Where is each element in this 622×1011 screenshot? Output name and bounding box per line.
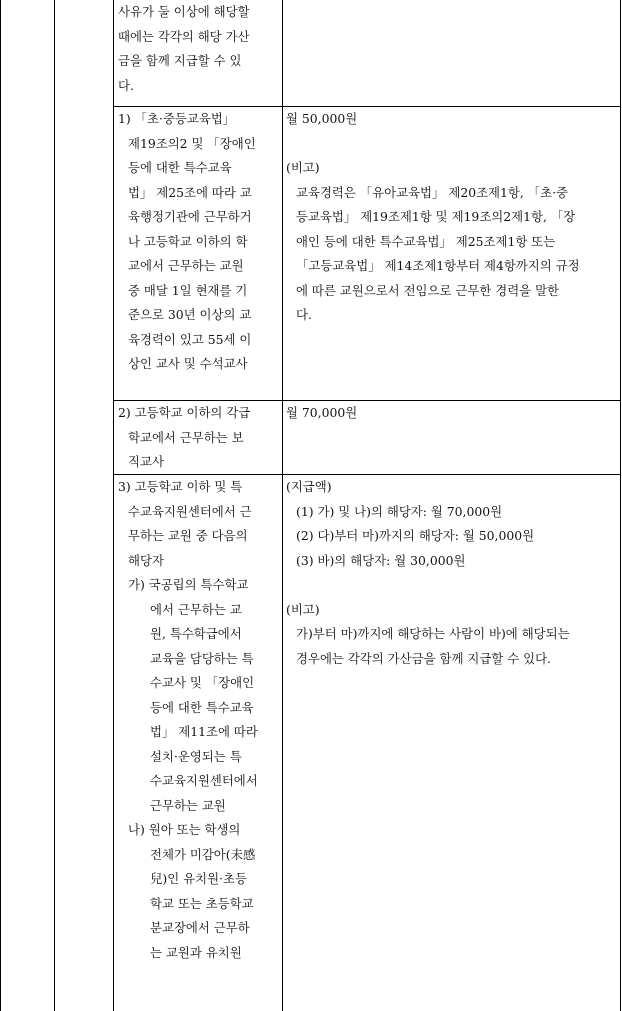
- table-border-right: [620, 0, 621, 1011]
- text-line: 법」 제25조에 따라 교: [128, 184, 252, 200]
- text-line: 준으로 30년 이상의 교: [128, 307, 252, 322]
- text-line: 금을 함께 지급할 수 있: [118, 53, 242, 68]
- text-line: 다.: [118, 77, 134, 93]
- text-line: 중 매달 1일 현재를 기: [128, 282, 248, 298]
- text-line: 교육경력은 「유아교육법」 제20조제1항, 「초·중: [296, 184, 569, 200]
- text-line: 수교사 및 「장애인: [150, 675, 255, 690]
- text-line: 때에는 각각의 해당 가산: [118, 28, 250, 44]
- text-line: 근무하는 교원: [150, 797, 226, 813]
- column-divider-1: [54, 0, 55, 1011]
- row2-amount-text: [286, 107, 616, 328]
- text-line: 다.: [296, 307, 312, 322]
- text-line: 등에 대한 특수교육: [150, 699, 254, 715]
- text-line: 가)부터 마)까지에 해당하는 사람이 바)에 해당되는: [296, 626, 570, 641]
- column-divider-2: [113, 0, 114, 1011]
- text-line: 직교사: [128, 454, 164, 469]
- text-line: 2) 고등학교 이하의 각급: [118, 405, 251, 420]
- text-line: 「고등교육법」 제14조제1항부터 제4항까지의 규정: [296, 258, 580, 273]
- text-line: 학교 또는 초등학교: [150, 895, 254, 911]
- text-line: 제19조의2 및 「장애인: [128, 135, 256, 151]
- text-line: 수교육지원센터에서: [150, 773, 258, 788]
- row4-amount-text: [286, 475, 616, 671]
- text-line: 는 교원과 유치원: [150, 944, 242, 960]
- text-line: 교육을 담당하는 특: [150, 650, 254, 666]
- text-line: 에 따른 교원으로서 전임으로 근무한 경력을 말한: [296, 282, 560, 298]
- text-line: 나 고등학교 이하의 학: [128, 233, 248, 249]
- text-line: 3) 고등학교 이하 및 특: [118, 479, 243, 494]
- amount-line: (1) 가) 및 나)의 해당자: 월 70,000원: [296, 503, 503, 519]
- text-line: 육행정기관에 근무하거: [128, 209, 252, 224]
- column-divider-3: [282, 0, 283, 1011]
- sub-item-heading: 나) 원아 또는 학생의: [128, 822, 241, 837]
- text-line: 애인 등에 대한 특수교육법」 제25조제1항 또는: [296, 233, 556, 249]
- amount: 월 70,000원: [286, 405, 358, 420]
- text-line: 등에 대한 특수교육: [128, 160, 232, 175]
- blank-line: [286, 573, 616, 598]
- sub-item-heading: 가) 국공립의 특수학교: [128, 577, 249, 592]
- row3-amount-text: [286, 401, 616, 426]
- text-line: 분교장에서 근무하: [150, 920, 250, 935]
- text-line: 등교육법」 제19조제1항 및 제19조의2제1항, 「장: [296, 209, 576, 224]
- text-line: 육경력이 있고 55세 이: [128, 331, 252, 347]
- amount-line: (2) 다)부터 마)까지의 해당자: 월 50,000원: [296, 528, 535, 543]
- amount: 월 50,000원: [286, 111, 358, 126]
- blank-line: [286, 132, 616, 157]
- row4-condition-text: [118, 475, 278, 965]
- text-line: 兒)인 유치원·초등: [150, 871, 247, 886]
- text-line: 에서 근무하는 교: [150, 601, 242, 617]
- text-line: 해당자: [128, 552, 164, 568]
- amount-heading: (지급액): [286, 479, 332, 494]
- row3-condition-text: [118, 401, 278, 475]
- text-line: 설치·운영되는 특: [150, 748, 242, 764]
- note-heading: (비고): [286, 160, 320, 175]
- text-line: 원, 특수학급에서: [150, 626, 242, 641]
- text-line: 전체가 미감아(未感: [150, 846, 256, 862]
- text-line: 경우에는 각각의 가산금을 함께 지급할 수 있다.: [296, 650, 551, 666]
- text-line: 교에서 근무하는 교원: [128, 258, 244, 273]
- text-line: 학교에서 근무하는 보: [128, 429, 244, 445]
- text-line: 상인 교사 및 수석교사: [128, 356, 248, 371]
- text-line: 수교육지원센터에서 근: [128, 503, 252, 519]
- amount-line: (3) 바)의 해당자: 월 30,000원: [296, 552, 466, 568]
- row2-condition-text: [118, 107, 278, 377]
- text-line: 무하는 교원 중 다음의: [128, 528, 248, 543]
- row1-condition-text: [118, 0, 278, 98]
- note-heading: (비고): [286, 601, 320, 617]
- table-border-left: [0, 0, 1, 1011]
- text-line: 1) 「초·중등교육법」: [118, 111, 236, 126]
- text-line: 법」 제11조에 따라: [150, 724, 258, 739]
- text-line: 사유가 둘 이상에 해당할: [118, 4, 250, 19]
